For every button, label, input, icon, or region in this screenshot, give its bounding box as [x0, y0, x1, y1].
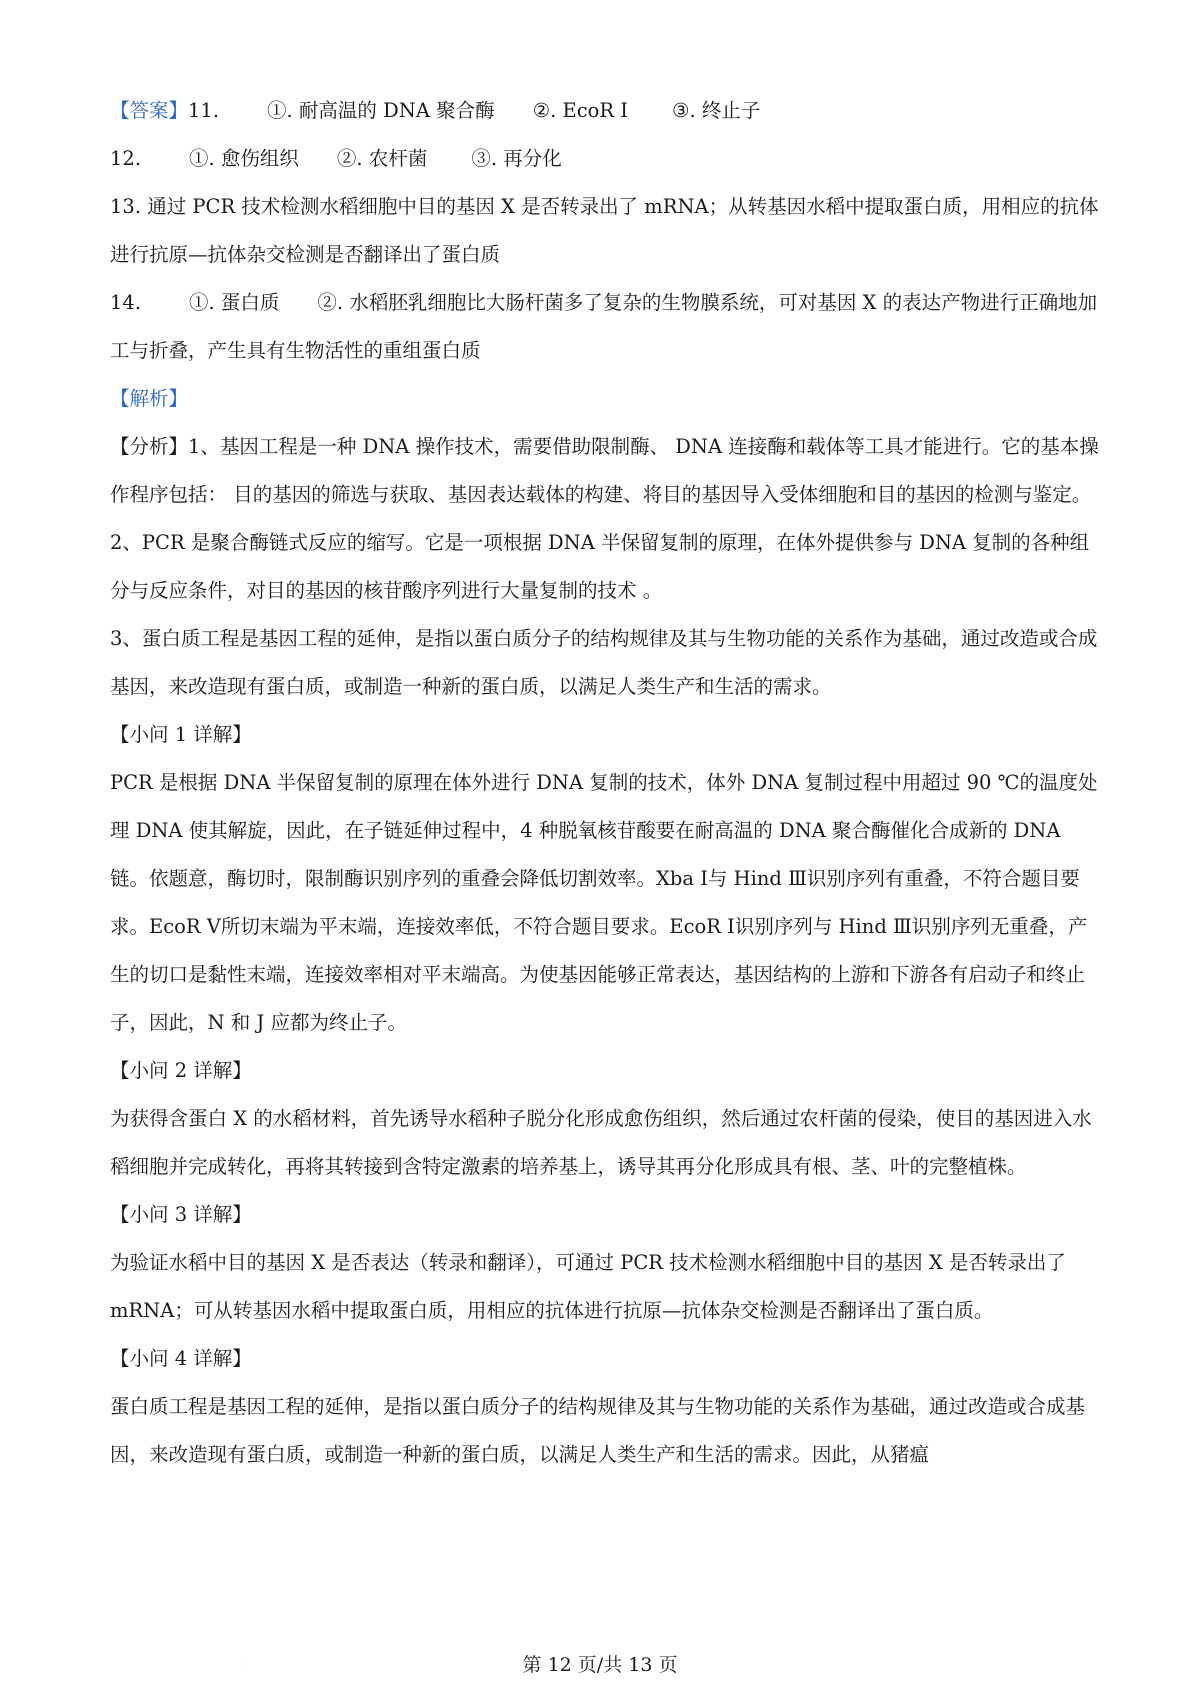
answer-item: ②. EcoR Ⅰ	[532, 99, 628, 122]
answer-line-12	[110, 144, 1100, 174]
answer-item: ①. 蛋白质	[189, 291, 280, 314]
page-footer: 第 12 页/共 13 页	[522, 1654, 678, 1676]
detail-paragraph: PCR 是根据 DNA 半保留复制的原理在体外进行 DNA 复制的技术，体外 DNA 复制过程中用超过 90 ℃的温度处理 DNA 使其解旋，因此，在子链延伸过程中，4 种脱氧核苷酸要在耐高温的 DNA 聚合酶催化合成新的 DNA 链。依题意，酶切时，限制酶识别序列的重叠会降低切割效率。Xba Ⅰ与 Hind Ⅲ识别序列有重叠，不符合题目要求。EcoR Ⅴ所切末端为平末端，连接效率低，不符合题目要求。EcoR Ⅰ识别序列与 Hind Ⅲ识别序列无重叠，产生的切口是黏性末端，连接效率相对平末端高。为使基因能够正常表达，基因结构的上游和下游各有启动子和终止子，因此，N 和 J 应都为终止子。	[110, 771, 1098, 1034]
detail-heading: 【小问 1 详解】	[110, 723, 252, 746]
answer-line-11	[110, 96, 1100, 126]
detail-heading: 【小问 2 详解】	[110, 1059, 252, 1082]
analysis-label: 【解析】	[110, 387, 189, 410]
answer-line-14	[110, 279, 1100, 375]
answer-item: ②. 农杆菌	[336, 147, 428, 170]
answer-label: 【答案】	[110, 99, 189, 122]
detail-heading: 【小问 3 详解】	[110, 1203, 252, 1226]
answer-line-13: 13. 通过 PCR 技术检测水稻细胞中目的基因 X 是否转录出了 mRNA；从转基因水稻中提取蛋白质，用相应的抗体进行抗原—抗体杂交检测是否翻译出了蛋白质	[110, 195, 1099, 266]
detail-paragraph: 为获得含蛋白 X 的水稻材料，首先诱导水稻种子脱分化形成愈伤组织，然后通过农杆菌的侵染，使目的基因进入水稻细胞并完成转化，再将其转接到含特定激素的培养基上，诱导其再分化形成具有根、茎、叶的完整植株。	[110, 1107, 1092, 1178]
answer-item: ②. 水稻胚乳细胞比大肠杆菌多了复杂的生物膜系统，可对基因 X 的表达产物进行正确地加工与折叠，产生具有生物活性的重组蛋白质	[110, 291, 1098, 362]
analysis-paragraph: 3、蛋白质工程是基因工程的延伸，是指以蛋白质分子的结构规律及其与生物功能的关系作为基础，通过改造或合成基因，来改造现有蛋白质，或制造一种新的蛋白质，以满足人类生产和生活的需求。	[110, 627, 1098, 698]
question-number: 11.	[188, 99, 220, 122]
detail-paragraph: 为验证水稻中目的基因 X 是否表达（转录和翻译），可通过 PCR 技术检测水稻细胞中目的基因 X 是否转录出了 mRNA；可从转基因水稻中提取蛋白质，用相应的抗体进行抗原—抗体杂交检测是否翻译出了蛋白质。	[110, 1251, 1066, 1322]
question-number: 14.	[110, 291, 142, 314]
question-number: 12.	[110, 147, 142, 170]
detail-heading: 【小问 4 详解】	[110, 1347, 252, 1370]
page-content	[110, 96, 1100, 1479]
analysis-paragraph: 【分析】1、基因工程是一种 DNA 操作技术，需要借助限制酶、 DNA 连接酶和载体等工具才能进行。它的基本操作程序包括： 目的基因的筛选与获取、基因表达载体的构建、将目的基因导入受体细胞和目的基因的检测与鉴定。	[110, 435, 1099, 506]
scan-mark: ·	[240, 1660, 243, 1669]
answer-item: ③. 再分化	[471, 147, 562, 170]
answer-item: ①. 愈伤组织	[189, 147, 299, 170]
detail-paragraph: 蛋白质工程是基因工程的延伸，是指以蛋白质分子的结构规律及其与生物功能的关系作为基础，通过改造或合成基因，来改造现有蛋白质，或制造一种新的蛋白质，以满足人类生产和生活的需求。因此，从猪瘟	[110, 1395, 1086, 1466]
analysis-paragraph: 2、PCR 是聚合酶链式反应的缩写。它是一项根据 DNA 半保留复制的原理，在体外提供参与 DNA 复制的各种组分与反应条件，对目的基因的核苷酸序列进行大量复制的技术 。	[110, 531, 1090, 602]
answer-item: ③. 终止子	[671, 99, 761, 122]
answer-item: ①. 耐高温的 DNA 聚合酶	[267, 99, 495, 122]
